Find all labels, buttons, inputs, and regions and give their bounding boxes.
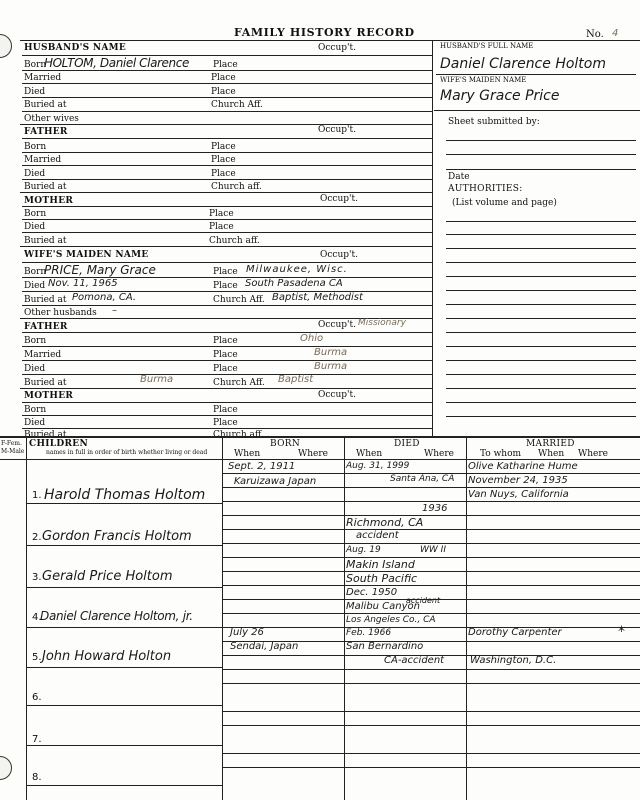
child-3-died-where2: South Pacific	[346, 572, 418, 585]
child-5-number: 5.	[32, 652, 42, 663]
child-2-number: 2.	[32, 532, 42, 543]
husbands-full-name: Daniel Clarence Holtom	[440, 56, 606, 72]
husband-father-buried-label: Buried at	[24, 182, 67, 192]
child-5-died-when: Feb. 1966	[346, 628, 392, 638]
child-1-name: Harold Thomas Holtom	[44, 487, 206, 503]
child-5-born-when: July 26	[230, 627, 264, 638]
husband-father-born-label: Born	[24, 142, 47, 152]
wife-mother-born-label: Born	[24, 405, 47, 415]
child-7-number: 7.	[32, 734, 42, 745]
wifes-maiden-name-label-right: WIFE'S MAIDEN NAME	[440, 76, 527, 84]
child-8-number: 8.	[32, 772, 42, 783]
child-2-died-where: Richmond, CA	[346, 516, 424, 529]
wife-mother-heading: MOTHER	[24, 391, 74, 401]
child-5-name: John Howard Holton	[42, 649, 172, 664]
child-5-married-where: Washington, D.C.	[470, 655, 557, 666]
wife-father-married-place: Burma	[314, 347, 348, 358]
husband-died-label: Died	[24, 87, 46, 97]
husband-occupt-label: Occup't.	[318, 43, 356, 53]
children-heading: CHILDREN	[29, 439, 88, 449]
husband-father-died-label: Died	[24, 169, 46, 179]
wife-mother-died-place-label: Place	[213, 418, 238, 428]
child-4-died-where: Malibu Canyon	[346, 601, 420, 612]
husband-married-place-label: Place	[211, 73, 236, 83]
wife-name: PRICE, Mary Grace	[44, 263, 156, 277]
punch-hole-top	[0, 34, 12, 58]
husbands-full-name-label: HUSBAND'S FULL NAME	[440, 42, 534, 50]
child-5-married-mark: *	[618, 624, 625, 640]
wife-father-born-place-label: Place	[213, 336, 238, 346]
husband-died-place-label: Place	[211, 87, 236, 97]
husband-father-died-place-label: Place	[211, 169, 236, 179]
child-6-number: 6.	[32, 692, 42, 703]
wife-father-church-label: Church Aff.	[213, 378, 265, 388]
husband-born-place-label: Place	[213, 60, 238, 70]
wife-father-occupt: Missionary	[358, 318, 406, 328]
husband-mother-born-place-label: Place	[209, 209, 234, 219]
child-3-died-when: Aug. 19	[346, 545, 381, 555]
wife-church-aff: Baptist, Methodist	[272, 292, 363, 303]
child-3-died-where: Makin Island	[346, 558, 415, 571]
sex-column-label: F-Fem. M-Male	[1, 440, 25, 455]
wife-father-church-aff: Baptist	[278, 374, 314, 385]
child-1-married-where: Van Nuys, California	[468, 489, 569, 500]
wife-mother-buried-label: Buried at	[24, 430, 67, 440]
record-number-value: 4	[612, 28, 619, 39]
list-volume-label: (List volume and page)	[452, 198, 557, 208]
wife-mother-born-place-label: Place	[213, 405, 238, 415]
child-2-died-when: 1936	[422, 503, 448, 514]
husbands-name-heading: HUSBAND'S NAME	[24, 43, 127, 53]
born-when-label: When	[234, 449, 261, 459]
wife-father-died-place-label: Place	[213, 364, 238, 374]
wife-born-place-label: Place	[213, 267, 238, 277]
husband-mother-occupt-label: Occup't.	[320, 194, 358, 204]
husband-father-married-label: Married	[24, 155, 62, 165]
wife-father-died-label: Died	[24, 364, 46, 374]
record-number-label: No.	[586, 29, 604, 40]
wife-father-buried-label: Buried at	[24, 378, 67, 388]
born-column-heading: BORN	[270, 439, 301, 449]
husband-mother-heading: MOTHER	[24, 196, 74, 206]
wifes-maiden-name-right: Mary Grace Price	[440, 88, 560, 104]
sheet-submitted-by-label: Sheet submitted by:	[448, 117, 540, 127]
husband-mother-died-label: Died	[24, 222, 46, 232]
form-title: FAMILY HISTORY RECORD	[234, 26, 415, 39]
child-4-number: 4.	[32, 612, 42, 623]
wife-father-buried-at: Burma	[140, 374, 174, 385]
husband-mother-born-label: Born	[24, 209, 47, 219]
died-where-label: Where	[424, 449, 455, 459]
child-1-born-where: Karuizawa Japan	[233, 476, 317, 487]
wife-father-occupt-label: Occup't.	[318, 320, 356, 330]
child-5-died-note: CA-accident	[384, 655, 445, 666]
wife-father-born-place: Ohio	[300, 333, 324, 344]
husband-married-label: Married	[24, 73, 62, 83]
child-4-died-where2: Los Angeles Co., CA	[346, 615, 436, 625]
husband-other-wives-label: Other wives	[24, 114, 79, 124]
wife-mother-occupt-label: Occup't.	[318, 390, 356, 400]
husband-mother-buried-label: Buried at	[24, 236, 67, 246]
wife-father-married-label: Married	[24, 350, 62, 360]
wife-church-label: Church Aff.	[213, 295, 265, 305]
children-table-top	[0, 436, 640, 438]
wifes-maiden-name-heading: WIFE'S MAIDEN NAME	[24, 250, 149, 260]
husband-mother-church-label: Church aff.	[209, 236, 260, 246]
born-where-label: Where	[298, 449, 329, 459]
child-1-married-to: Olive Katharine Hume	[468, 461, 578, 472]
died-when-label: When	[356, 449, 383, 459]
married-where-label: Where	[578, 449, 609, 459]
child-4-died-when: Dec. 1950	[346, 587, 398, 598]
married-to-whom-label: To whom	[480, 449, 522, 459]
wife-father-heading: FATHER	[24, 322, 68, 332]
child-1-married-when: November 24, 1935	[468, 475, 568, 486]
child-5-died-where: San Bernardino	[346, 641, 424, 652]
husband-mother-died-place-label: Place	[209, 222, 234, 232]
child-4-died-note: accident	[406, 596, 441, 605]
wife-buried-at: Pomona, CA.	[72, 292, 137, 303]
wife-died-place: South Pasadena CA	[245, 278, 343, 289]
wife-father-born-label: Born	[24, 336, 47, 346]
wife-father-married-place-label: Place	[213, 350, 238, 360]
wife-mother-church-label: Church aff.	[213, 430, 264, 440]
child-2-died-note: accident	[356, 530, 399, 541]
top-rule	[20, 40, 640, 41]
wife-buried-label: Buried at	[24, 295, 67, 305]
child-3-name: Gerald Price Holtom	[42, 569, 173, 584]
punch-hole-bottom	[0, 756, 12, 780]
husband-father-church-label: Church aff.	[211, 182, 262, 192]
child-1-died-where: Santa Ana, CA	[390, 474, 455, 484]
wife-born-place: Milwaukee, Wisc.	[246, 264, 348, 275]
wife-occupt-label: Occup't.	[320, 250, 358, 260]
wife-mother-died-label: Died	[24, 418, 46, 428]
husband-church-label: Church Aff.	[211, 100, 263, 110]
children-subtitle: names in full in order of birth whether living or dead	[46, 449, 208, 456]
died-column-heading: DIED	[394, 439, 420, 449]
child-1-died-when: Aug. 31, 1999	[346, 461, 410, 471]
wife-other-husbands-label: Other husbands	[24, 308, 97, 318]
child-1-born-when: Sept. 2, 1911	[228, 461, 296, 472]
wife-other-husbands: –	[112, 305, 117, 316]
married-column-heading: MARRIED	[526, 439, 575, 449]
child-1-number: 1.	[32, 490, 42, 501]
child-2-name: Gordon Francis Holtom	[42, 529, 192, 544]
husband-father-born-place-label: Place	[211, 142, 236, 152]
wife-died-date: Nov. 11, 1965	[48, 278, 118, 289]
child-5-married-to: Dorothy Carpenter	[468, 627, 562, 638]
married-when-label: When	[538, 449, 565, 459]
husband-father-occupt-label: Occup't.	[318, 125, 356, 135]
child-3-died-note: WW II	[420, 545, 446, 555]
main-divider	[432, 40, 433, 436]
child-3-number: 3.	[32, 572, 42, 583]
wife-born-label: Born	[24, 267, 47, 277]
child-4-name: Daniel Clarence Holtom, jr.	[40, 609, 193, 623]
husband-father-married-place-label: Place	[211, 155, 236, 165]
child-5-born-where: Sendai, Japan	[230, 641, 299, 652]
date-label: Date	[448, 172, 470, 182]
authorities-label: AUTHORITIES:	[448, 184, 523, 194]
husband-born-label: Born	[24, 60, 47, 70]
wife-died-label: Died	[24, 281, 46, 291]
husband-buried-label: Buried at	[24, 100, 67, 110]
wife-father-died-place: Burma	[314, 361, 348, 372]
husband-name: HOLTOM, Daniel Clarence	[44, 56, 189, 70]
wife-died-place-label: Place	[213, 281, 238, 291]
husband-father-heading: FATHER	[24, 127, 68, 137]
